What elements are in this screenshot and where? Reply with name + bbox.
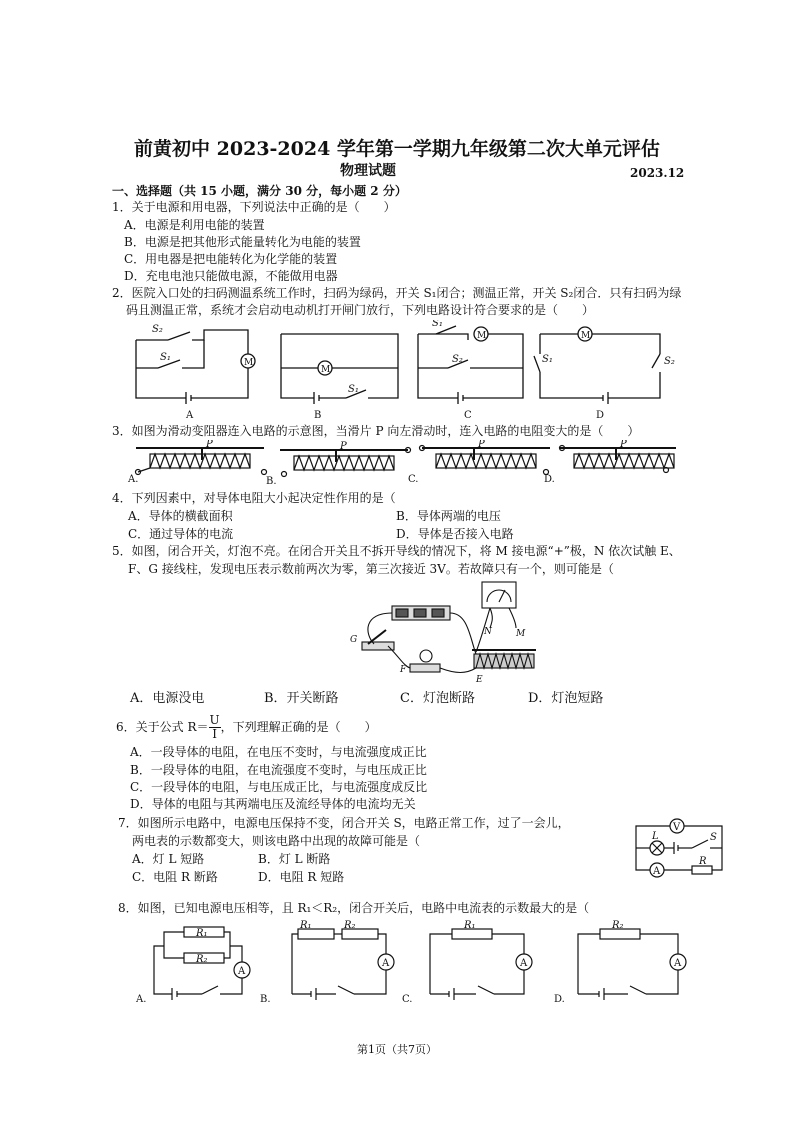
q5-option-b: B．开关断路 [264,691,339,706]
q5-stem-line2: F、G 接线柱，发现电压表示数前两次为零，第三次接近 3V。若故障只有一个，则可能是（ [128,562,614,576]
q3-label-a: A. [128,474,139,485]
q2-c-s2-label: S₂ [452,354,463,365]
q3-b-p-label: P [340,441,347,452]
q8-d-r2-label: R₂ [612,920,624,931]
q2-d-motor-label: M [581,331,591,341]
q7-fig-resistor-label: R [699,856,707,867]
q1-stem: 1．关于电源和用电器，下列说法中正确的是（ ） [112,200,396,214]
q1-option-b: B．电源是把其他形式能量转化为电能的装置 [124,235,361,249]
q3-label-b: B. [266,476,277,486]
q2-c-motor-label: M [477,331,487,341]
q4-option-d: D．导体是否接入电路 [396,527,514,541]
q8-label-c: C. [402,994,413,1005]
q8-a-r1-label: R₁ [196,928,208,939]
q3-rheostats-figure [126,440,676,486]
q8-a-r2-label: R₂ [196,954,208,965]
q3-d-p-label: P [620,440,627,450]
q7-option-d: D．电阻 R 短路 [258,870,345,884]
q7-option-b: B．灯 L 断路 [258,852,331,866]
q4-option-a: A．导体的横截面积 [128,509,233,523]
q3-rheostat-d [544,440,676,485]
page-number: 第1页（共7页） [357,1043,437,1056]
q5-fig-label-e: E [476,675,483,685]
q2-a-s1-label: S₁ [160,352,171,363]
q2-a-s2-label: S₂ [152,324,163,335]
q3-rheostat-b [266,441,411,486]
q8-b-ammeter-label: A [382,958,390,969]
q3-rheostat-a [127,440,267,485]
q5-fig-label-g: G [350,635,358,645]
q8-stem: 8．如图，已知电源电压相等，且 R₁＜R₂，闭合开关后，电路中电流表的示数最大的是（ [118,901,590,915]
q6-stem-post: ，下列理解正确的是（ ） [220,720,377,734]
q8-circuit-b [260,920,394,1005]
q1-option-a: A．电源是利用电能的装置 [124,218,265,232]
subject-title: 物理试题 [340,163,396,179]
q5-fig-label-f: F [400,665,407,675]
q6-option-a: A．一段导体的电阻，在电压不变时，与电流强度成正比 [130,745,427,759]
q5-option-d: D．灯泡短路 [528,691,604,706]
q6-formula-fraction [209,714,221,741]
q5-option-a: A．电源没电 [130,691,205,706]
q8-circuit-c [402,920,532,1005]
q7-option-a: A．灯 L 短路 [132,852,205,866]
q8-label-a: A. [136,994,147,1005]
q3-a-p-label: P [206,440,213,450]
q2-stem-line1: 2．医院入口处的扫码测温系统工作时，扫码为绿码，开关 S₁闭合；测温正常，开关 S₂闭合．只有扫码为绿 [112,286,682,300]
q2-circuit-a [136,324,255,420]
q2-d-s1-label: S₁ [542,354,553,365]
q2-a-motor-label: M [244,358,254,368]
page-title: 前黄初中 2023-2024 学年第一学期九年级第二次大单元评估 [134,138,660,160]
q8-circuit-a [135,927,250,1005]
q2-circuits-figure [128,320,688,420]
q6-formula-denominator: I [212,727,217,741]
q6-stem-pre: 6．关于公式 R＝ [116,720,209,734]
q2-label-d: D [596,410,605,420]
q5-option-c: C．灯泡断路 [400,691,475,706]
q7-fig-switch-label: S [710,832,717,843]
section-heading: 一、选择题（共 15 小题，满分 30 分，每小题 2 分） [112,184,407,198]
q2-b-s1-label: S₁ [348,384,359,395]
q8-d-ammeter-label: A [674,958,682,969]
q2-d-s2-label: S₂ [664,356,675,367]
q4-stem: 4．下列因素中，对导体电阻大小起决定性作用的是（ [112,491,396,505]
q6-stem [116,712,377,742]
q1-option-d: D．充电电池只能做电源，不能做用电器 [124,269,338,283]
q2-circuit-d [534,327,675,420]
q8-b-r1-label: R₁ [300,920,312,931]
q7-stem-line2: 两电表的示数都变大，则该电路中出现的故障可能是（ [132,834,421,848]
q7-circuit-figure [630,818,730,886]
q8-b-r2-label: R₂ [344,920,356,931]
q5-fig-label-n: N [484,627,492,637]
q6-option-b: B．一段导体的电阻，在电流强度不变时，与电压成正比 [130,763,427,777]
q2-b-motor-label: M [321,365,331,375]
q3-label-d: D. [544,474,555,485]
q2-stem-line2: 码且测温正常，系统才会启动电动机打开闸门放行，下列电路设计符合要求的是（ ） [126,303,595,317]
q5-circuit-figure [344,578,544,688]
q4-option-b: B．导体两端的电压 [396,509,501,523]
q2-circuit-b [281,334,398,420]
q2-c-s1-label: S₁ [432,320,443,329]
q3-c-p-label: P [478,440,485,450]
q2-label-b: B [314,410,322,420]
q7-fig-lamp-label: L [652,831,659,842]
q7-stem-line1: 7．如图所示电路中，电源电压保持不变，闭合开关 S，电路正常工作，过了一会儿， [118,816,570,830]
q6-option-d: D．导体的电阻与其两端电压及流经导体的电流均无关 [130,797,416,811]
exam-date: 2023.12 [630,166,685,180]
q7-option-c: C．电阻 R 断路 [132,870,218,884]
q5-stem-line1: 5．如图，闭合开关，灯泡不亮。在闭合开关且不拆开导线的情况下，将 M 接电源“+”极，N 依次试触 E、 [112,544,681,558]
q3-label-c: C. [408,474,419,485]
q3-rheostat-c [408,440,550,485]
q8-c-ammeter-label: A [520,958,528,969]
q2-label-a: A [186,410,194,420]
q3-stem: 3．如图为滑动变阻器连入电路的示意图，当滑片 P 向左滑动时，连入电路的电阻变大的是（ ） [112,424,640,438]
q8-label-d: D. [554,994,565,1005]
q7-fig-voltmeter-label: V [673,822,681,833]
q2-circuit-c [418,320,523,420]
q8-a-ammeter-label: A [238,966,246,977]
q8-c-r1-label: R₁ [464,920,476,931]
q5-fig-label-m: M [516,629,526,639]
q8-circuit-d [554,920,686,1005]
q4-option-c: C．通过导体的电流 [128,527,234,541]
q6-formula-numerator: U [209,713,220,727]
q7-fig-ammeter-label: A [653,866,661,877]
q8-circuits-figure [134,918,694,1010]
q6-option-c: C．一段导体的电阻，与电压成正比，与电流强度成反比 [130,780,428,794]
q8-label-b: B. [260,994,271,1005]
q2-label-c: C [464,410,472,420]
q1-option-c: C．用电器是把电能转化为化学能的装置 [124,252,338,266]
